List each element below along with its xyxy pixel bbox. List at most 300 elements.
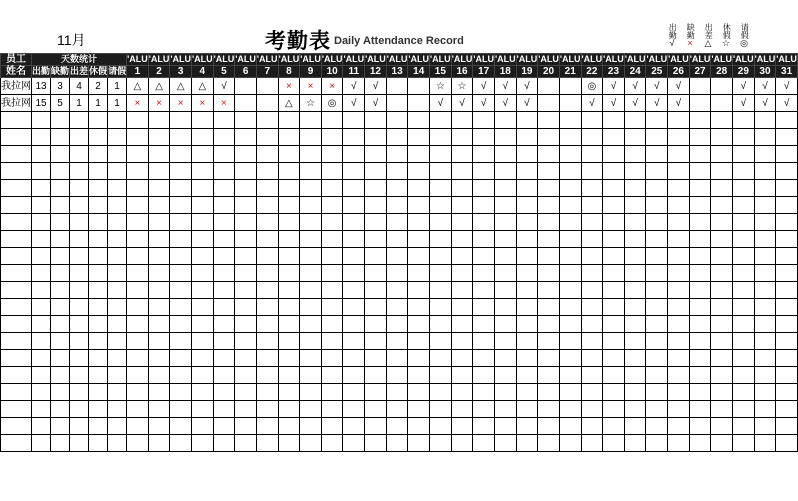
day-cell[interactable] <box>256 95 278 112</box>
empty-cell[interactable] <box>343 146 365 163</box>
empty-cell[interactable] <box>516 146 538 163</box>
day-cell[interactable] <box>711 78 733 95</box>
present-mark[interactable]: √ <box>624 95 646 112</box>
empty-cell[interactable] <box>408 248 430 265</box>
empty-cell[interactable] <box>711 384 733 401</box>
empty-cell[interactable] <box>148 401 170 418</box>
empty-cell[interactable] <box>733 146 755 163</box>
empty-cell[interactable] <box>559 214 581 231</box>
empty-cell[interactable] <box>473 401 495 418</box>
empty-cell[interactable] <box>256 333 278 350</box>
empty-cell[interactable] <box>235 163 257 180</box>
empty-cell[interactable] <box>603 163 625 180</box>
empty-cell[interactable] <box>108 367 127 384</box>
empty-cell[interactable] <box>559 265 581 282</box>
empty-cell[interactable] <box>494 231 516 248</box>
empty-cell[interactable] <box>192 129 214 146</box>
empty-cell[interactable] <box>516 197 538 214</box>
empty-cell[interactable] <box>32 418 51 435</box>
empty-cell[interactable] <box>494 384 516 401</box>
empty-cell[interactable] <box>148 129 170 146</box>
empty-cell[interactable] <box>32 282 51 299</box>
empty-cell[interactable] <box>192 231 214 248</box>
empty-cell[interactable] <box>603 367 625 384</box>
vacation-mark[interactable]: ☆ <box>430 78 452 95</box>
present-mark[interactable]: √ <box>754 78 776 95</box>
empty-cell[interactable] <box>624 248 646 265</box>
empty-cell[interactable] <box>538 350 560 367</box>
empty-cell[interactable] <box>473 299 495 316</box>
empty-cell[interactable] <box>689 435 711 452</box>
empty-cell[interactable] <box>235 384 257 401</box>
empty-cell[interactable] <box>343 316 365 333</box>
empty-cell[interactable] <box>148 333 170 350</box>
empty-cell[interactable] <box>343 180 365 197</box>
empty-cell[interactable] <box>108 129 127 146</box>
empty-cell[interactable] <box>192 112 214 129</box>
empty-cell[interactable] <box>51 367 70 384</box>
empty-cell[interactable] <box>451 435 473 452</box>
empty-cell[interactable] <box>70 299 89 316</box>
empty-cell[interactable] <box>256 248 278 265</box>
empty-cell[interactable] <box>430 333 452 350</box>
empty-cell[interactable] <box>256 299 278 316</box>
empty-cell[interactable] <box>51 231 70 248</box>
empty-cell[interactable] <box>646 180 668 197</box>
empty-cell[interactable] <box>235 146 257 163</box>
empty-cell[interactable] <box>408 299 430 316</box>
empty-cell[interactable] <box>689 316 711 333</box>
empty-cell[interactable] <box>754 350 776 367</box>
empty-cell[interactable] <box>256 112 278 129</box>
empty-cell[interactable] <box>451 248 473 265</box>
empty-cell[interactable] <box>624 231 646 248</box>
employee-name-cell[interactable]: 我拉网 <box>1 95 32 112</box>
empty-cell[interactable] <box>668 367 690 384</box>
empty-cell[interactable] <box>624 265 646 282</box>
empty-cell[interactable] <box>711 282 733 299</box>
empty-cell[interactable] <box>430 231 452 248</box>
empty-cell[interactable] <box>451 146 473 163</box>
empty-cell[interactable] <box>108 299 127 316</box>
stat-cell[interactable]: 13 <box>32 78 51 95</box>
empty-cell[interactable] <box>256 350 278 367</box>
empty-cell[interactable] <box>170 231 192 248</box>
empty-cell[interactable] <box>365 418 387 435</box>
empty-cell[interactable] <box>278 282 300 299</box>
empty-cell[interactable] <box>278 231 300 248</box>
empty-cell[interactable] <box>668 163 690 180</box>
empty-cell[interactable] <box>51 214 70 231</box>
empty-cell[interactable] <box>776 282 798 299</box>
empty-cell[interactable] <box>776 248 798 265</box>
empty-cell[interactable] <box>89 197 108 214</box>
empty-cell[interactable] <box>148 180 170 197</box>
empty-cell[interactable] <box>51 112 70 129</box>
present-mark[interactable]: √ <box>668 95 690 112</box>
empty-cell[interactable] <box>430 316 452 333</box>
empty-cell[interactable] <box>754 112 776 129</box>
empty-cell[interactable] <box>494 401 516 418</box>
empty-cell[interactable] <box>170 418 192 435</box>
empty-cell[interactable] <box>451 367 473 384</box>
empty-cell[interactable] <box>538 146 560 163</box>
empty-cell[interactable] <box>581 435 603 452</box>
empty-cell[interactable] <box>365 163 387 180</box>
empty-cell[interactable] <box>646 112 668 129</box>
empty-cell[interactable] <box>1 197 32 214</box>
day-cell[interactable] <box>235 95 257 112</box>
empty-cell[interactable] <box>581 299 603 316</box>
empty-cell[interactable] <box>278 214 300 231</box>
empty-cell[interactable] <box>148 316 170 333</box>
empty-cell[interactable] <box>711 163 733 180</box>
empty-cell[interactable] <box>108 112 127 129</box>
empty-cell[interactable] <box>51 435 70 452</box>
empty-cell[interactable] <box>108 248 127 265</box>
empty-cell[interactable] <box>1 333 32 350</box>
empty-cell[interactable] <box>148 435 170 452</box>
empty-cell[interactable] <box>711 418 733 435</box>
empty-cell[interactable] <box>733 129 755 146</box>
empty-cell[interactable] <box>624 333 646 350</box>
empty-cell[interactable] <box>278 197 300 214</box>
empty-cell[interactable] <box>776 384 798 401</box>
empty-cell[interactable] <box>343 231 365 248</box>
empty-cell[interactable] <box>559 282 581 299</box>
empty-cell[interactable] <box>646 401 668 418</box>
empty-cell[interactable] <box>51 418 70 435</box>
empty-cell[interactable] <box>776 350 798 367</box>
empty-cell[interactable] <box>365 384 387 401</box>
empty-cell[interactable] <box>776 265 798 282</box>
empty-cell[interactable] <box>559 146 581 163</box>
empty-cell[interactable] <box>127 435 149 452</box>
empty-cell[interactable] <box>1 248 32 265</box>
empty-cell[interactable] <box>278 299 300 316</box>
empty-cell[interactable] <box>754 163 776 180</box>
empty-cell[interactable] <box>192 248 214 265</box>
empty-cell[interactable] <box>256 435 278 452</box>
empty-cell[interactable] <box>668 333 690 350</box>
empty-cell[interactable] <box>430 401 452 418</box>
empty-cell[interactable] <box>278 146 300 163</box>
empty-cell[interactable] <box>689 197 711 214</box>
empty-cell[interactable] <box>473 367 495 384</box>
empty-cell[interactable] <box>213 112 235 129</box>
empty-cell[interactable] <box>538 265 560 282</box>
empty-cell[interactable] <box>711 367 733 384</box>
empty-cell[interactable] <box>213 197 235 214</box>
empty-cell[interactable] <box>235 350 257 367</box>
empty-cell[interactable] <box>365 265 387 282</box>
empty-cell[interactable] <box>711 231 733 248</box>
empty-cell[interactable] <box>51 248 70 265</box>
empty-cell[interactable] <box>89 248 108 265</box>
empty-cell[interactable] <box>192 316 214 333</box>
empty-cell[interactable] <box>321 418 343 435</box>
empty-cell[interactable] <box>300 435 322 452</box>
stat-cell[interactable]: 4 <box>70 78 89 95</box>
empty-cell[interactable] <box>516 214 538 231</box>
empty-cell[interactable] <box>170 265 192 282</box>
empty-cell[interactable] <box>256 214 278 231</box>
empty-cell[interactable] <box>300 367 322 384</box>
empty-cell[interactable] <box>516 129 538 146</box>
present-mark[interactable]: √ <box>516 78 538 95</box>
empty-cell[interactable] <box>559 299 581 316</box>
empty-cell[interactable] <box>365 367 387 384</box>
empty-cell[interactable] <box>89 282 108 299</box>
empty-cell[interactable] <box>516 282 538 299</box>
empty-cell[interactable] <box>148 282 170 299</box>
empty-cell[interactable] <box>89 384 108 401</box>
present-mark[interactable]: √ <box>646 78 668 95</box>
empty-cell[interactable] <box>170 333 192 350</box>
empty-cell[interactable] <box>624 163 646 180</box>
empty-cell[interactable] <box>494 112 516 129</box>
empty-cell[interactable] <box>776 214 798 231</box>
empty-cell[interactable] <box>776 146 798 163</box>
empty-cell[interactable] <box>733 248 755 265</box>
empty-cell[interactable] <box>321 435 343 452</box>
empty-cell[interactable] <box>213 146 235 163</box>
empty-cell[interactable] <box>51 265 70 282</box>
empty-cell[interactable] <box>494 214 516 231</box>
empty-cell[interactable] <box>516 299 538 316</box>
empty-cell[interactable] <box>538 418 560 435</box>
present-mark[interactable]: √ <box>494 78 516 95</box>
empty-cell[interactable] <box>235 435 257 452</box>
empty-cell[interactable] <box>516 384 538 401</box>
empty-cell[interactable] <box>473 418 495 435</box>
empty-cell[interactable] <box>32 214 51 231</box>
empty-cell[interactable] <box>581 197 603 214</box>
empty-cell[interactable] <box>559 367 581 384</box>
empty-cell[interactable] <box>408 265 430 282</box>
empty-cell[interactable] <box>776 316 798 333</box>
empty-cell[interactable] <box>451 265 473 282</box>
empty-cell[interactable] <box>127 418 149 435</box>
empty-cell[interactable] <box>538 384 560 401</box>
empty-cell[interactable] <box>192 299 214 316</box>
empty-cell[interactable] <box>256 401 278 418</box>
empty-cell[interactable] <box>581 316 603 333</box>
empty-cell[interactable] <box>127 333 149 350</box>
empty-cell[interactable] <box>711 401 733 418</box>
empty-cell[interactable] <box>256 384 278 401</box>
empty-cell[interactable] <box>213 316 235 333</box>
empty-cell[interactable] <box>776 367 798 384</box>
empty-cell[interactable] <box>559 163 581 180</box>
vacation-mark[interactable]: ☆ <box>451 78 473 95</box>
empty-cell[interactable] <box>624 129 646 146</box>
present-mark[interactable]: √ <box>754 95 776 112</box>
empty-cell[interactable] <box>70 435 89 452</box>
empty-cell[interactable] <box>559 180 581 197</box>
empty-cell[interactable] <box>559 316 581 333</box>
empty-cell[interactable] <box>776 418 798 435</box>
empty-cell[interactable] <box>321 350 343 367</box>
empty-cell[interactable] <box>494 146 516 163</box>
empty-cell[interactable] <box>430 299 452 316</box>
empty-cell[interactable] <box>754 214 776 231</box>
empty-cell[interactable] <box>300 350 322 367</box>
empty-cell[interactable] <box>689 248 711 265</box>
empty-cell[interactable] <box>430 435 452 452</box>
empty-cell[interactable] <box>603 231 625 248</box>
empty-cell[interactable] <box>192 367 214 384</box>
empty-cell[interactable] <box>581 350 603 367</box>
empty-cell[interactable] <box>451 231 473 248</box>
empty-cell[interactable] <box>733 180 755 197</box>
empty-cell[interactable] <box>108 180 127 197</box>
empty-cell[interactable] <box>365 350 387 367</box>
empty-cell[interactable] <box>300 163 322 180</box>
empty-cell[interactable] <box>408 435 430 452</box>
empty-cell[interactable] <box>581 367 603 384</box>
empty-cell[interactable] <box>213 180 235 197</box>
empty-cell[interactable] <box>451 299 473 316</box>
empty-cell[interactable] <box>51 180 70 197</box>
empty-cell[interactable] <box>603 129 625 146</box>
empty-cell[interactable] <box>516 163 538 180</box>
empty-cell[interactable] <box>386 282 408 299</box>
empty-cell[interactable] <box>646 265 668 282</box>
empty-cell[interactable] <box>689 384 711 401</box>
empty-cell[interactable] <box>733 384 755 401</box>
empty-cell[interactable] <box>646 282 668 299</box>
empty-cell[interactable] <box>668 214 690 231</box>
empty-cell[interactable] <box>559 350 581 367</box>
empty-cell[interactable] <box>603 265 625 282</box>
empty-cell[interactable] <box>581 146 603 163</box>
empty-cell[interactable] <box>408 350 430 367</box>
empty-cell[interactable] <box>235 180 257 197</box>
empty-cell[interactable] <box>278 418 300 435</box>
empty-cell[interactable] <box>170 282 192 299</box>
day-cell[interactable] <box>559 78 581 95</box>
empty-cell[interactable] <box>300 197 322 214</box>
empty-cell[interactable] <box>235 333 257 350</box>
empty-cell[interactable] <box>300 401 322 418</box>
empty-cell[interactable] <box>127 146 149 163</box>
empty-cell[interactable] <box>278 316 300 333</box>
empty-cell[interactable] <box>235 248 257 265</box>
empty-cell[interactable] <box>776 401 798 418</box>
empty-cell[interactable] <box>538 367 560 384</box>
empty-cell[interactable] <box>300 214 322 231</box>
empty-cell[interactable] <box>754 367 776 384</box>
empty-cell[interactable] <box>386 180 408 197</box>
empty-cell[interactable] <box>559 435 581 452</box>
empty-cell[interactable] <box>70 248 89 265</box>
empty-cell[interactable] <box>668 231 690 248</box>
empty-cell[interactable] <box>408 401 430 418</box>
empty-cell[interactable] <box>733 231 755 248</box>
empty-cell[interactable] <box>516 316 538 333</box>
empty-cell[interactable] <box>668 248 690 265</box>
empty-cell[interactable] <box>516 248 538 265</box>
empty-cell[interactable] <box>494 180 516 197</box>
empty-cell[interactable] <box>148 248 170 265</box>
day-cell[interactable] <box>711 95 733 112</box>
empty-cell[interactable] <box>108 146 127 163</box>
empty-cell[interactable] <box>365 248 387 265</box>
empty-cell[interactable] <box>689 282 711 299</box>
empty-cell[interactable] <box>192 401 214 418</box>
empty-cell[interactable] <box>754 401 776 418</box>
empty-cell[interactable] <box>603 384 625 401</box>
empty-cell[interactable] <box>213 435 235 452</box>
empty-cell[interactable] <box>278 112 300 129</box>
empty-cell[interactable] <box>646 248 668 265</box>
empty-cell[interactable] <box>235 265 257 282</box>
empty-cell[interactable] <box>300 418 322 435</box>
empty-cell[interactable] <box>733 214 755 231</box>
empty-cell[interactable] <box>408 384 430 401</box>
empty-cell[interactable] <box>32 333 51 350</box>
absent-mark[interactable]: × <box>278 78 300 95</box>
empty-cell[interactable] <box>1 299 32 316</box>
empty-cell[interactable] <box>473 180 495 197</box>
empty-cell[interactable] <box>170 350 192 367</box>
empty-cell[interactable] <box>192 435 214 452</box>
empty-cell[interactable] <box>624 180 646 197</box>
empty-cell[interactable] <box>70 231 89 248</box>
present-mark[interactable]: √ <box>603 78 625 95</box>
empty-cell[interactable] <box>538 248 560 265</box>
empty-cell[interactable] <box>108 418 127 435</box>
empty-cell[interactable] <box>256 367 278 384</box>
empty-cell[interactable] <box>170 248 192 265</box>
empty-cell[interactable] <box>148 350 170 367</box>
empty-cell[interactable] <box>170 316 192 333</box>
empty-cell[interactable] <box>256 282 278 299</box>
empty-cell[interactable] <box>386 146 408 163</box>
empty-cell[interactable] <box>451 418 473 435</box>
empty-cell[interactable] <box>300 180 322 197</box>
empty-cell[interactable] <box>689 265 711 282</box>
empty-cell[interactable] <box>473 248 495 265</box>
present-mark[interactable]: √ <box>213 78 235 95</box>
empty-cell[interactable] <box>689 129 711 146</box>
empty-cell[interactable] <box>365 401 387 418</box>
empty-cell[interactable] <box>365 299 387 316</box>
empty-cell[interactable] <box>559 384 581 401</box>
empty-cell[interactable] <box>32 146 51 163</box>
empty-cell[interactable] <box>70 384 89 401</box>
business-trip-mark[interactable]: △ <box>278 95 300 112</box>
empty-cell[interactable] <box>321 316 343 333</box>
empty-cell[interactable] <box>170 435 192 452</box>
empty-cell[interactable] <box>148 163 170 180</box>
empty-cell[interactable] <box>32 316 51 333</box>
empty-cell[interactable] <box>408 231 430 248</box>
empty-cell[interactable] <box>386 197 408 214</box>
empty-cell[interactable] <box>256 231 278 248</box>
empty-cell[interactable] <box>473 282 495 299</box>
empty-cell[interactable] <box>473 384 495 401</box>
empty-cell[interactable] <box>192 418 214 435</box>
empty-cell[interactable] <box>343 129 365 146</box>
empty-cell[interactable] <box>51 384 70 401</box>
empty-cell[interactable] <box>89 146 108 163</box>
empty-cell[interactable] <box>192 384 214 401</box>
empty-cell[interactable] <box>494 350 516 367</box>
empty-cell[interactable] <box>538 163 560 180</box>
empty-cell[interactable] <box>559 333 581 350</box>
